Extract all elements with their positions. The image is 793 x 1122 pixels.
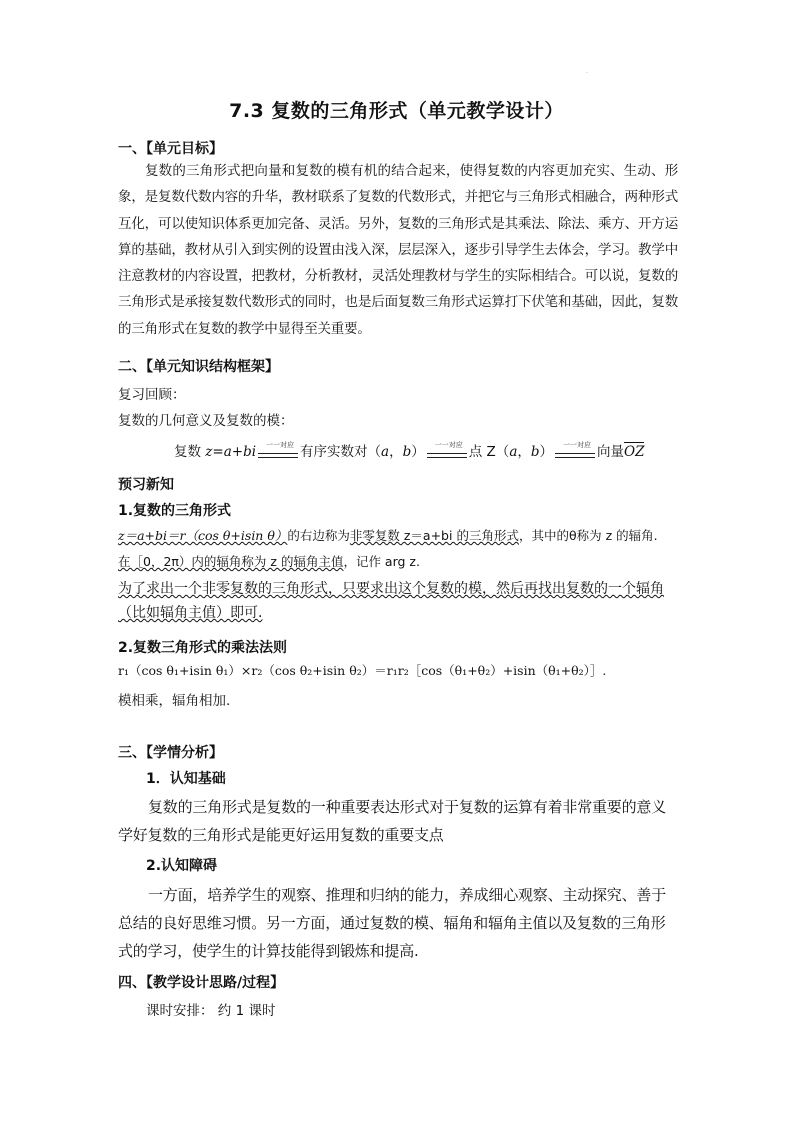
section-heading-framework: 二、【单元知识结构框架】	[118, 359, 279, 375]
trig-form-arg: ，其中的θ称为 z 的辐角.	[518, 528, 658, 543]
formula-pair-text: 有序实数对（	[300, 444, 382, 460]
preview-heading: 预习新知	[118, 477, 174, 493]
principal-argument-definition	[118, 549, 678, 575]
formula-prefix: 复数	[174, 444, 206, 460]
arrow-label-3: 一一对应	[563, 441, 592, 449]
trig-form-term: 非零复数 z＝a+bi 的三角形式	[349, 528, 519, 543]
formula-point-text: 点 Z（	[468, 444, 510, 460]
formula-comma-2: ，	[517, 444, 531, 460]
principal-argument-term: 在［0，2π）内的辐角称为 z 的辐角主值	[118, 554, 344, 569]
cognitive-obstacle-heading: 2.认知障碍	[146, 858, 218, 874]
formula-comma-1: ，	[389, 444, 403, 460]
trig-form-definition	[118, 523, 678, 549]
goals-paragraph: 复数的三角形式把向量和复数的模有机的结合起来，使得复数的内容更加充实、生动、形象，是复数代数内容的升华，教材联系了复数的代数形式，并把它与三角形式相融合，两种形式互化，可以使知识体系更加完备、灵活。另外，复数的三角形式是其乘法、除法、乘方、开方运算的基础，教材从引入到实例的设置由浅入深，层层深入，逐步引导学生去体会，学习。教学中注意教材的内容设置，把教材，分析教材，灵活处理教材与学生的实际相结合。可以说，复数的三角形式是承接复数代数形式的同时，也是后面复数三角形式运算打下伏笔和基础，因此，复数的三角形式在复数的教学中显得至关重要。	[118, 163, 678, 337]
correspondence-formula	[174, 440, 644, 460]
cognitive-basis-text: 复数的三角形式是复数的一种重要表达形式对于复数的运算有着非常重要的意义学好复数的三角形式是能更好运用复数的重要支点	[118, 798, 667, 844]
section-heading-analysis: 三、【学情分析】	[118, 745, 223, 761]
formula-vector-text: 向量	[597, 444, 625, 460]
cognitive-basis-heading: 1．认知基础	[146, 771, 226, 787]
corner-mark: ·	[586, 70, 588, 77]
formula-b-2: b	[530, 444, 540, 460]
review-label: 复习回顾：	[118, 387, 186, 403]
schedule-text: 课时安排： 约 1 课时	[146, 1003, 276, 1019]
correspondence-arrow-2	[427, 441, 467, 459]
formula-b-1: b	[402, 444, 412, 460]
principal-argument-notation: ，记作 arg z.	[343, 554, 420, 569]
cognitive-obstacle-text: 一方面，培养学生的观察、推理和归纳的能力，养成细心观察、主动探究、善于总结的良好思维习惯。另一方面，通过复数的模、辐角和辐角主值以及复数的三角形式的学习，使学生的计算技能得到锻炼和提高.	[118, 886, 667, 960]
trig-form-expr: z＝a+bi＝r（cos θ+isin θ）	[118, 528, 288, 543]
geometry-label: 复数的几何意义及复数的模：	[118, 413, 294, 429]
trig-form-heading: 1.复数的三角形式	[118, 503, 232, 519]
arrow-label-1: 一一对应	[266, 441, 295, 449]
correspondence-arrow-1	[258, 441, 298, 459]
multiplication-note: 模相乘，辐角相加.	[118, 693, 231, 709]
section-heading-goals: 一、【单元目标】	[118, 141, 223, 157]
correspondence-arrow-3	[555, 441, 595, 459]
formula-a-1: a	[381, 444, 390, 460]
section-heading-design: 四、【教学设计思路/过程】	[118, 975, 285, 991]
formula-vector-oz: OZ	[624, 444, 645, 460]
page-title: 7.3 复数的三角形式（单元教学设计）	[229, 100, 564, 122]
arrow-label-2: 一一对应	[434, 441, 463, 449]
multiplication-rule: r₁（cos θ₁+isin θ₁）×r₂（cos θ₂+isin θ₂）＝r₁r₂［cos（θ₁+θ₂）+isin（θ₁+θ₂）］.	[118, 663, 607, 678]
formula-close-1: ）	[411, 444, 425, 460]
formula-z-expr: z=a+bi	[205, 444, 257, 460]
formula-close-2: ）	[539, 444, 554, 460]
trig-form-text: 的右边称为	[287, 528, 350, 543]
formula-a-2: a	[509, 444, 518, 460]
multiplication-heading: 2.复数三角形式的乘法法则	[118, 640, 288, 656]
trig-form-method: 为了求出一个非零复数的三角形式，只要求出这个复数的模，然后再找出复数的一个辐角（比如辐角主值）即可.	[118, 581, 664, 621]
